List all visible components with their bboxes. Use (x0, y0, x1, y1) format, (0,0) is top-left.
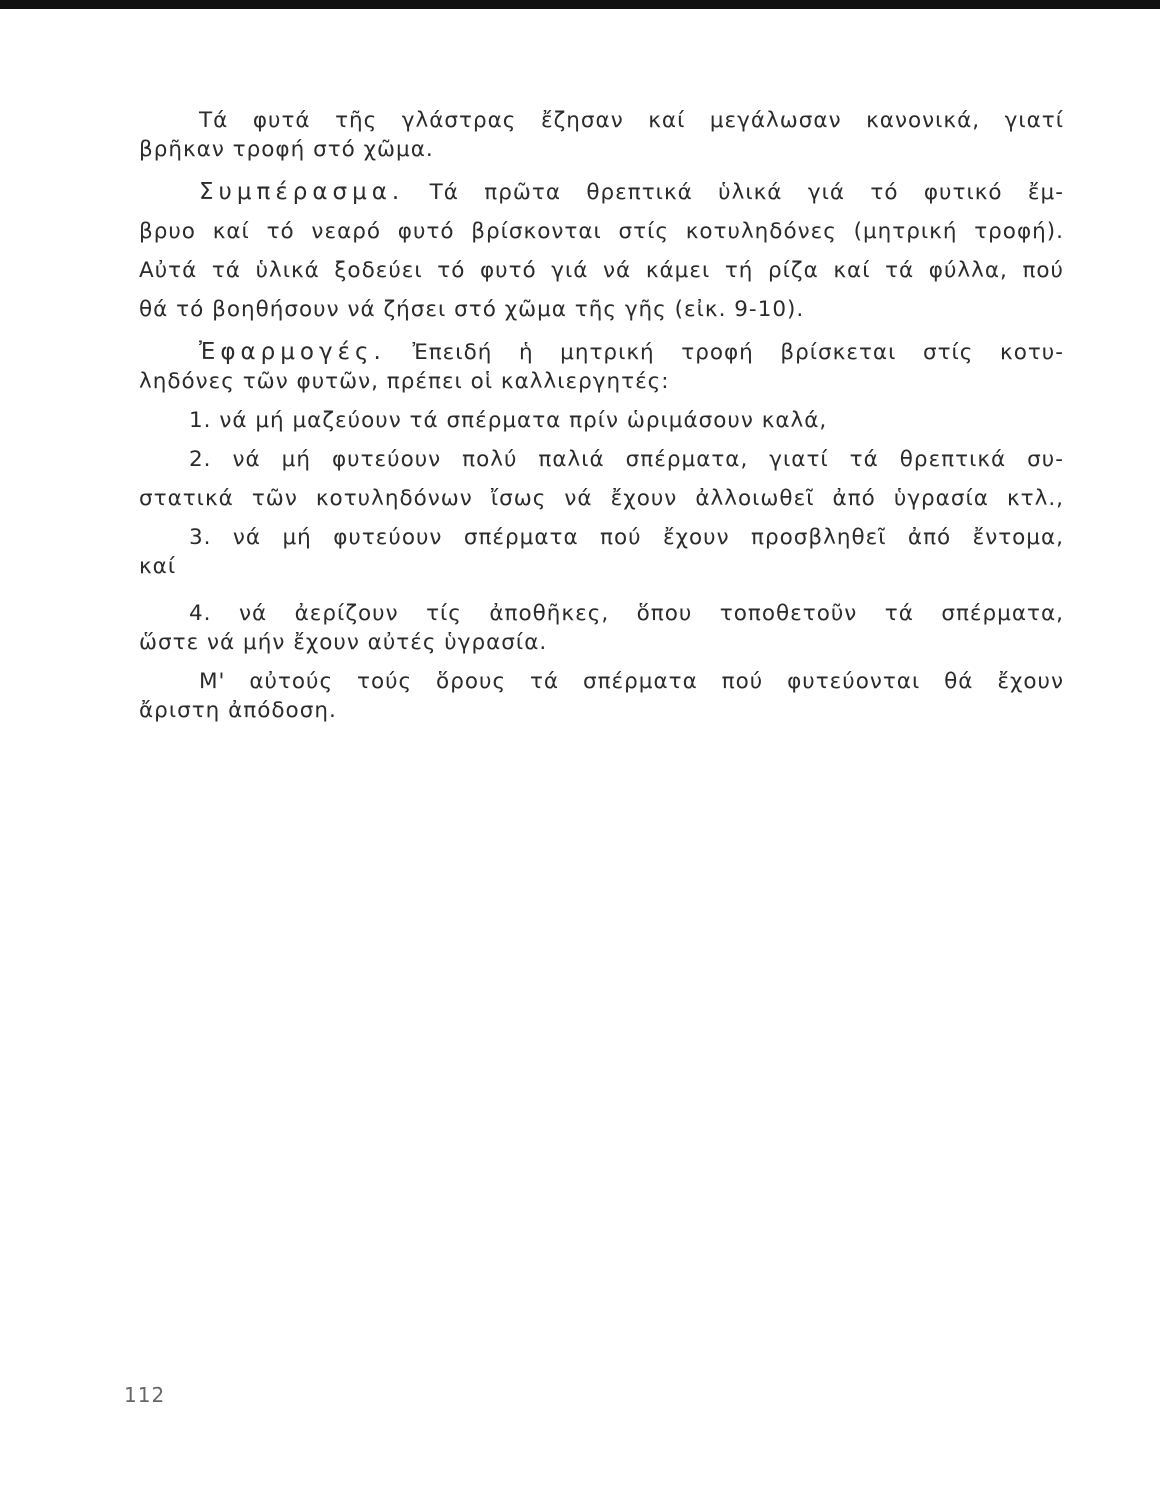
text-line: καί (139, 554, 177, 579)
text-run: Ἐπειδή ἡ μητρική τροφή βρίσκεται στίς κοτυ- (412, 340, 1064, 365)
text-line: ἄριστη ἀπόδοση. (139, 698, 337, 723)
list-item: 1. νά μή μαζεύουν τά σπέρματα πρίν ὡριμάσουν καλά, (189, 408, 828, 433)
text-line: ληδόνες τῶν φυτῶν, πρέπει οἱ καλλιεργητές: (139, 369, 670, 394)
scan-top-edge (0, 0, 1160, 9)
text-line: βρυο καί τό νεαρό φυτό βρίσκονται στίς κοτυληδόνες (μητρική τροφή). (139, 219, 1064, 244)
page-number: 112 (124, 1383, 166, 1407)
text-line: ὥστε νά μήν ἔχουν αὐτές ὑγρασία. (139, 630, 548, 655)
text-line (139, 178, 1064, 207)
text-run: Τά πρῶτα θρεπτικά ὑλικά γιά τό φυτικό ἔμ- (429, 180, 1064, 205)
text-line: Αὐτά τά ὑλικά ξοδεύει τό φυτό γιά νά κάμει τή ρίζα καί τά φύλλα, πού (139, 258, 1064, 283)
list-item: 4. νά ἀερίζουν τίς ἀποθῆκες, ὅπου τοποθετοῦν τά σπέρματα, (189, 601, 1064, 626)
section-heading: Ἐφαρμογές. (199, 339, 386, 365)
text-line (139, 338, 1064, 367)
text-line: βρῆκαν τροφή στό χῶμα. (139, 137, 434, 162)
text-line: στατικά τῶν κοτυληδόνων ἴσως νά ἔχουν ἀλλοιωθεῖ ἀπό ὑγρασία κτλ., (139, 486, 1064, 511)
page-body (139, 106, 1064, 725)
text-line: Τά φυτά τῆς γλάστρας ἔζησαν καί μεγάλωσαν κανονικά, γιατί (199, 108, 1064, 133)
list-item: 2. νά μή φυτεύουν πολύ παλιά σπέρματα, γιατί τά θρεπτικά συ- (189, 447, 1064, 472)
text-line: θά τό βοηθήσουν νά ζήσει στό χῶμα τῆς γῆς (εἰκ. 9-10). (139, 297, 805, 322)
section-heading: Συμπέρασμα. (199, 179, 405, 205)
text-line: Μ' αὐτούς τούς ὅρους τά σπέρματα πού φυτεύονται θά ἔχουν (199, 669, 1064, 694)
list-item: 3. νά μή φυτεύουν σπέρματα πού ἔχουν προσβληθεῖ ἀπό ἔντομα, (189, 525, 1064, 550)
